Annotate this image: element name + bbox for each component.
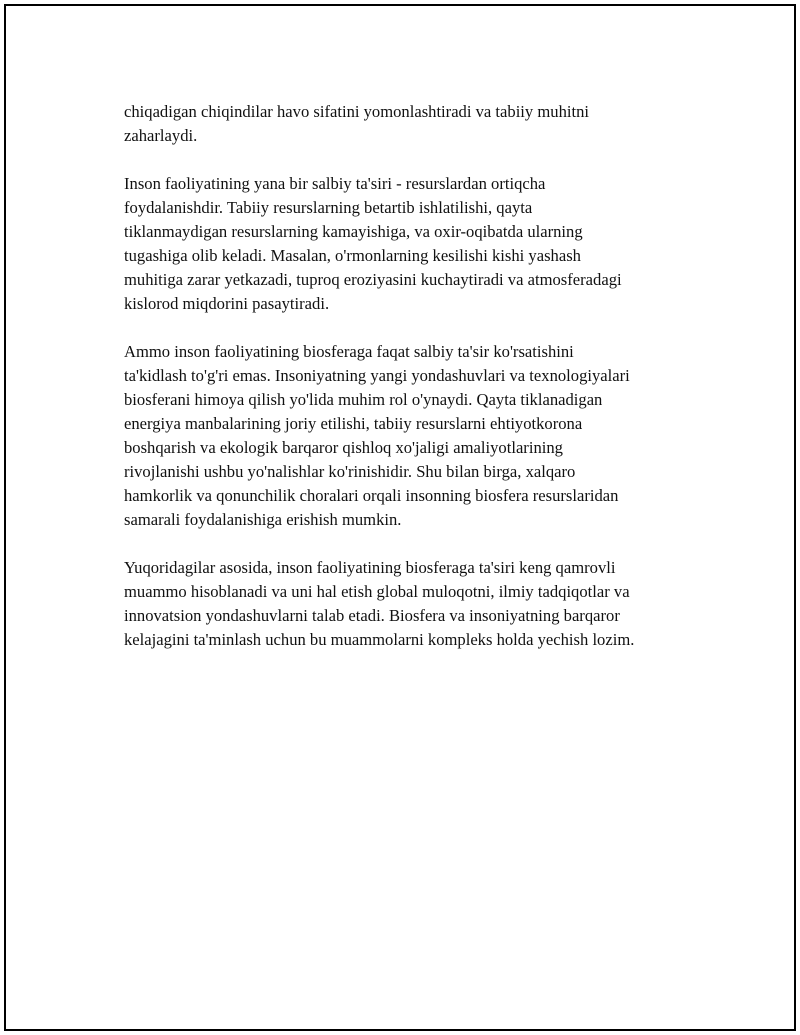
- text-line: kislorod miqdorini pasaytiradi.: [124, 294, 330, 313]
- text-line: innovatsion yondashuvlarni talab etadi. Biosfera va insoniyatning barqaror: [124, 606, 620, 625]
- page-body: [124, 100, 704, 676]
- paragraph-3: [124, 340, 704, 532]
- text-line: foydalanishdir. Tabiiy resurslarning betartib ishlatilishi, qayta: [124, 198, 533, 217]
- text-line: hamkorlik va qonunchilik choralari orqali insonning biosfera resurslaridan: [124, 486, 619, 505]
- text-line: samarali foydalanishiga erishish mumkin.: [124, 510, 402, 529]
- text-line: zaharlaydi.: [124, 126, 198, 145]
- paragraph-2: [124, 172, 704, 316]
- text-line: chiqadigan chiqindilar havo sifatini yomonlashtiradi va tabiiy muhitni: [124, 102, 589, 121]
- page-frame: [4, 4, 796, 1031]
- text-line: tugashiga olib keladi. Masalan, o'rmonlarning kesilishi kishi yashash: [124, 246, 581, 265]
- text-line: Ammo inson faoliyatining biosferaga faqat salbiy ta'sir ko'rsatishini: [124, 342, 574, 361]
- text-line: muammo hisoblanadi va uni hal etish global muloqotni, ilmiy tadqiqotlar va: [124, 582, 630, 601]
- paragraph-1: [124, 100, 704, 148]
- text-line: rivojlanishi ushbu yo'nalishlar ko'rinishidir. Shu bilan birga, xalqaro: [124, 462, 576, 481]
- text-line: Inson faoliyatining yana bir salbiy ta'siri - resurslardan ortiqcha: [124, 174, 546, 193]
- text-line: energiya manbalarining joriy etilishi, tabiiy resurslarni ehtiyotkorona: [124, 414, 583, 433]
- text-line: Yuqoridagilar asosida, inson faoliyatining biosferaga ta'siri keng qamrovli: [124, 558, 616, 577]
- paragraph-4: [124, 556, 704, 652]
- text-line: muhitiga zarar yetkazadi, tuproq eroziyasini kuchaytiradi va atmosferadagi: [124, 270, 622, 289]
- text-line: kelajagini ta'minlash uchun bu muammolarni kompleks holda yechish lozim.: [124, 630, 635, 649]
- text-line: boshqarish va ekologik barqaror qishloq xo'jaligi amaliyotlarining: [124, 438, 563, 457]
- text-line: ta'kidlash to'g'ri emas. Insoniyatning yangi yondashuvlari va texnologiyalari: [124, 366, 630, 385]
- text-line: tiklanmaydigan resurslarning kamayishiga, va oxir-oqibatda ularning: [124, 222, 583, 241]
- text-line: biosferani himoya qilish yo'lida muhim rol o'ynaydi. Qayta tiklanadigan: [124, 390, 603, 409]
